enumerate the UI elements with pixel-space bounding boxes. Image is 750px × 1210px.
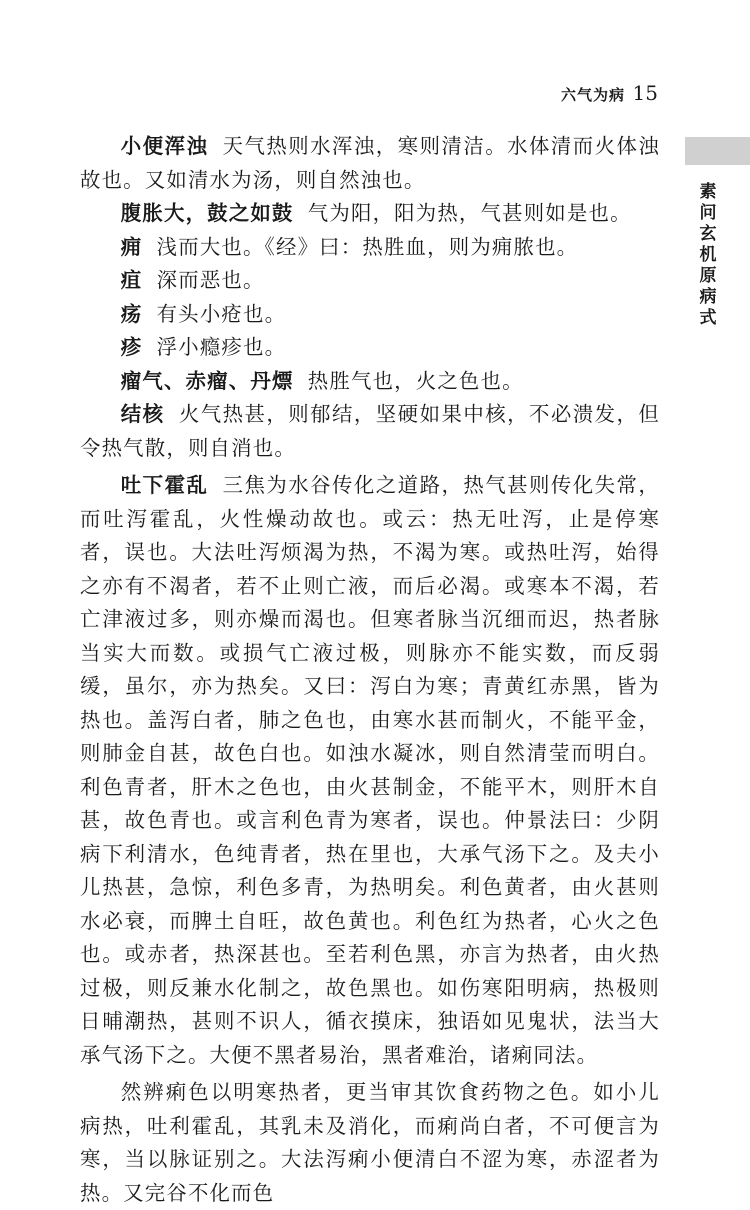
page-body (80, 130, 660, 1210)
entry-text: 热胜气也，火之色也。 (307, 368, 524, 393)
page-number: 15 (632, 81, 658, 105)
entry-term: 痈 (120, 234, 143, 259)
entry-term: 疡 (120, 301, 143, 326)
entry-text: 三焦为水谷传化之道路，热气甚则传化失常，而吐泻霍乱，火性燥动故也。或云：热无吐泻，止是停寒者，误也。大法吐泻烦渴为热，不渴为寒。或热吐泻，始得之亦有不渴者，若不止则亡液，而后必渴。或寒本不渴，若亡津液过多，则亦燥而渴也。但寒者脉当沉细而迟，热者脉当实大而数。或损气亡液过极，则脉亦不能实数，而反弱缓，虽尔，亦为热矣。又曰：泻白为寒；青黄红赤黑，皆为热也。盖泻白者，肺之色也，由寒水甚而制火，不能平金，则肺金自甚，故色白也。如浊水凝冰，则自然清莹而明白。利色青者，肝木之色也，由火甚制金，不能平木，则肝木自甚，故色青也。或言利色青为寒者，误也。仲景法曰：少阴病下利清水，色纯青者，热在里也，大承气汤下之。及夫小儿热甚，急惊，利色多青，为热明矣。利色黄者，由火甚则水必衰，而脾土自旺，故色黄也。利色红为热者，心火之色也。或赤者，热深甚也。至若利色黑，亦言为热者，由火热过极，则反兼水化制之，故色黑也。如伤寒阳明病，热极则日晡潮热，甚则不识人，循衣摸床，独语如见鬼状，法当大承气汤下之。大便不黑者易治，黑者难治，诸痢同法。 (80, 473, 660, 1067)
entry-paragraph (80, 231, 660, 265)
entry-term: 腹胀大，鼓之如鼓 (120, 201, 294, 225)
entry-text: 浮小瘾疹也。 (156, 335, 287, 359)
entry-paragraph (80, 264, 660, 298)
entry-paragraph (80, 298, 660, 332)
entry-text: 火气热甚，则郁结，坚硬如果中核，不必溃发，但令热气散，则自消也。 (80, 402, 660, 460)
entry-paragraph (80, 398, 660, 465)
chapter-title: 六气为病 (560, 86, 625, 104)
entry-text: 有头小疮也。 (156, 301, 287, 326)
thumb-tab-marker (685, 137, 750, 165)
closing-paragraph: 然辨痢色以明寒热者，更当审其饮食药物之色。如小儿病热，吐利霍乱，其乳未及消化，而痢尚白者，不可便言为寒，当以脉证别之。大法泻痢小便清白不涩为寒，赤涩者为热。又完谷不化而色 (80, 1080, 660, 1205)
entry-text: 深而恶也。 (156, 268, 265, 292)
entry-term: 小便浑浊 (120, 134, 209, 158)
entry-term: 疹 (120, 335, 143, 359)
entry-paragraph (80, 130, 660, 197)
entry-paragraph (80, 469, 660, 1072)
entry-text: 气为阳，阳为热，气甚则如是也。 (307, 201, 632, 225)
entry-term: 吐下霍乱 (120, 473, 209, 497)
entry-paragraph (80, 331, 660, 365)
entry-text: 浅而大也。《经》曰：热胜血，则为痈脓也。 (156, 234, 579, 259)
side-book-title: 素问玄机原病式 (699, 182, 717, 328)
entry-paragraph (80, 365, 660, 399)
entry-term: 瘤气、赤瘤、丹熛 (120, 368, 294, 393)
entry-text: 天气热则水浑浊，寒则清洁。水体清而火体浊故也。又如清水为汤，则自然浊也。 (80, 134, 660, 192)
entry-paragraph (80, 197, 660, 231)
running-head (0, 81, 750, 108)
entry-term: 结核 (120, 402, 165, 426)
entry-term: 疽 (120, 268, 143, 292)
